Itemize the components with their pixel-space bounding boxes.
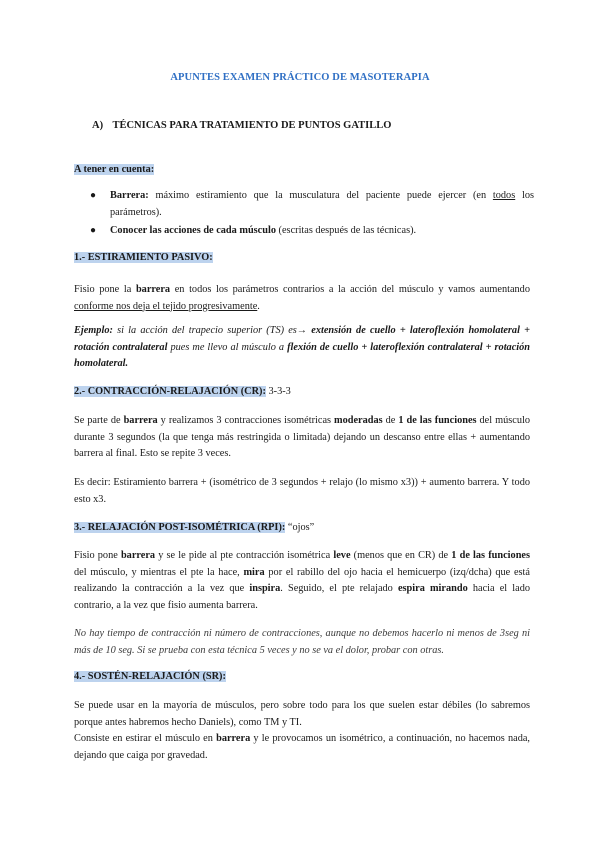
section-3-heading bbox=[74, 520, 314, 537]
section-4-line-2: Consiste en estirar el músculo en barrera y le provocamos un isométrico, a continuación, no hacemos nada, dejando que caiga por gravedad. bbox=[74, 733, 530, 761]
section-3-heading-suffix: “ojos” bbox=[285, 522, 315, 533]
section-1-heading-text: 1.- ESTIRAMIENTO PASIVO: bbox=[74, 252, 213, 263]
section-4-paragraph bbox=[74, 698, 530, 764]
bullet-text-end: los parámetros). bbox=[110, 190, 534, 218]
section-title-text: TÉCNICAS PARA TRATAMIENTO DE PUNTOS GATILLO bbox=[112, 120, 392, 131]
bullet-term: Conocer las acciones de cada músculo bbox=[110, 225, 276, 236]
section-3-paragraph: Fisio pone barrera y se le pide al pte contracción isométrica leve (menos que en CR) de 1 de las funciones del músculo, y mientras el pte la hace, mira por el rabillo del ojo hacia el hemicuerpo (izq/dcha) que está realizando la contracción a la vez que inspira. Seguido, el pte relajado espira mirando hacia el lado contrario, a la vez que fisio aumenta barrera. bbox=[74, 550, 531, 611]
document-title: APUNTES EXAMEN PRÁCTICO DE MASOTERAPIA bbox=[170, 72, 430, 83]
section-1-heading bbox=[74, 250, 213, 267]
section-2-summary: Es decir: Estiramiento barrera + (isométrico de 3 segundos + relajo (lo mismo x3)) + aumento barrera. Y todo esto x3. bbox=[74, 477, 530, 505]
section-4-heading bbox=[74, 669, 226, 686]
bullet-icon: ● bbox=[90, 225, 97, 236]
section-1-example: Ejemplo: si la acción del trapecio superior (TS) es→ extensión de cuello + lateroflexión homolateral + rotación contralateral pues me llevo al músculo a flexión de cuello + lateroflexión contralateral + rotación homolateral. bbox=[74, 325, 531, 369]
list-item bbox=[74, 188, 534, 221]
section-4-heading-text: 4.- SOSTÉN-RELAJACIÓN (SR): bbox=[74, 671, 226, 682]
section-letter: A) bbox=[92, 120, 104, 131]
section-2-paragraph: Se parte de barrera y realizamos 3 contracciones isométricas moderadas de 1 de las funciones del músculo durante 3 segundos (la que tenga más restringida o limitada) dejando un descanso entre ellas + aumentando barrera al final. Esto se repite 3 veces. bbox=[74, 415, 530, 459]
section-2-heading-text: 2.- CONTRACCIÓN-RELAJACIÓN (CR): bbox=[74, 386, 266, 397]
section-title bbox=[92, 118, 391, 135]
section-2-heading bbox=[74, 384, 291, 401]
tener-heading-text: A tener en cuenta: bbox=[74, 164, 155, 175]
bullet-text: (escritas después de las técnicas). bbox=[275, 225, 417, 236]
list-item bbox=[74, 223, 534, 240]
bullet-text: máximo estiramiento que la musculatura del paciente puede ejercer (en bbox=[148, 190, 493, 201]
arrow-icon: → bbox=[296, 325, 308, 336]
section-3-note: No hay tiempo de contracción ni número de contracciones, aunque no debemos hacerlo ni menos de 3seg ni más de 10 seg. Si se prueba con esta técnica 5 veces y no se va el dolor, probar con otras. bbox=[74, 628, 530, 656]
section-1-paragraph: Fisio pone la barrera en todos los parámetros contrarios a la acción del músculo y vamos aumentando conforme nos deja el tejido progresivamente. bbox=[74, 284, 530, 312]
section-3-heading-text: 3.- RELAJACIÓN POST-ISOMÉTRICA (RPI): bbox=[74, 522, 286, 533]
tener-heading bbox=[74, 162, 154, 179]
considerations-list bbox=[74, 188, 534, 242]
bullet-term: Barrera: bbox=[110, 190, 149, 201]
section-2-heading-suffix: 3-3-3 bbox=[265, 386, 291, 397]
bullet-icon: ● bbox=[90, 190, 97, 201]
section-4-line-1: Se puede usar en la mayoría de músculos, pero sobre todo para los que suelen estar débiles (lo sabremos porque antes habremos hecho Daniels), como TM y TI. bbox=[74, 700, 530, 728]
bullet-underlined: todos bbox=[492, 190, 516, 201]
